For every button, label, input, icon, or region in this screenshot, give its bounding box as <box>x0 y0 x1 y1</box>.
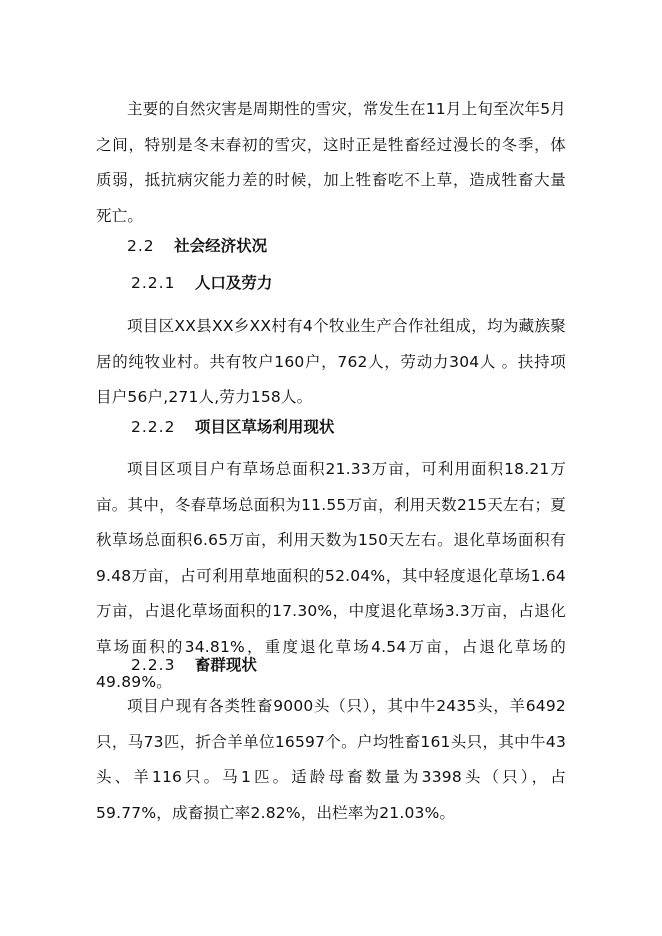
section-title: 人口及劳力 <box>194 274 273 292</box>
section-number: 2.2.1 <box>131 274 176 292</box>
section-number: 2.2 <box>127 237 155 255</box>
paragraph-population-labor: 项目区XX县XX乡XX村有4个牧业生产合作社组成，均为藏族聚居的纯牧业村。共有牧户160户，762人，劳动力304人 。扶持项目户56户,271人,劳力158人。 <box>96 317 566 406</box>
section-title: 社会经济状况 <box>174 237 268 255</box>
section-number: 2.2.2 <box>131 418 176 436</box>
section-number: 2.2.3 <box>131 656 176 674</box>
section-title: 畜群现状 <box>194 656 257 674</box>
paragraph-grassland-use: 项目区项目户有草场总面积21.33万亩，可利用面积18.21万亩。其中，冬春草场总面积为11.55万亩，利用天数215天左右；夏秋草场总面积6.65万亩，利用天数为150天左右。退化草场面积有9.48万亩，占可利用草地面积的52.04%，其中轻度退化草场1.64万亩，占退化草场面积的17.30%，中度退化草场3.3万亩，占退化草场面积的34.81%，重度退化草场4.54万亩，占退化草场的49.89%。 <box>96 460 566 691</box>
section-heading-2-2-1 <box>131 271 272 295</box>
section-title: 项目区草场利用现状 <box>194 418 335 436</box>
paragraph-natural-disasters: 主要的自然灾害是周期性的雪灾，常发生在11月上旬至次年5月之间，特别是冬末春初的雪灾，这时正是牲畜经过漫长的冬季，体质弱，抵抗病灾能力差的时候，加上牲畜吃不上草，造成牲畜大量死亡。 <box>96 100 566 225</box>
section-heading-2-2 <box>127 234 267 258</box>
paragraph-livestock-status: 项目户现有各类牲畜9000头（只），其中牛2435头，羊6492只，马73匹，折合羊单位16597个。户均牲畜161头只，其中牛43头、羊116只。马1匹。适龄母畜数量为3398头（只），占59.77%，成畜损亡率2.82%，出栏率为21.03%。 <box>96 697 566 822</box>
section-heading-2-2-3 <box>131 653 257 677</box>
section-heading-2-2-2 <box>131 415 334 439</box>
